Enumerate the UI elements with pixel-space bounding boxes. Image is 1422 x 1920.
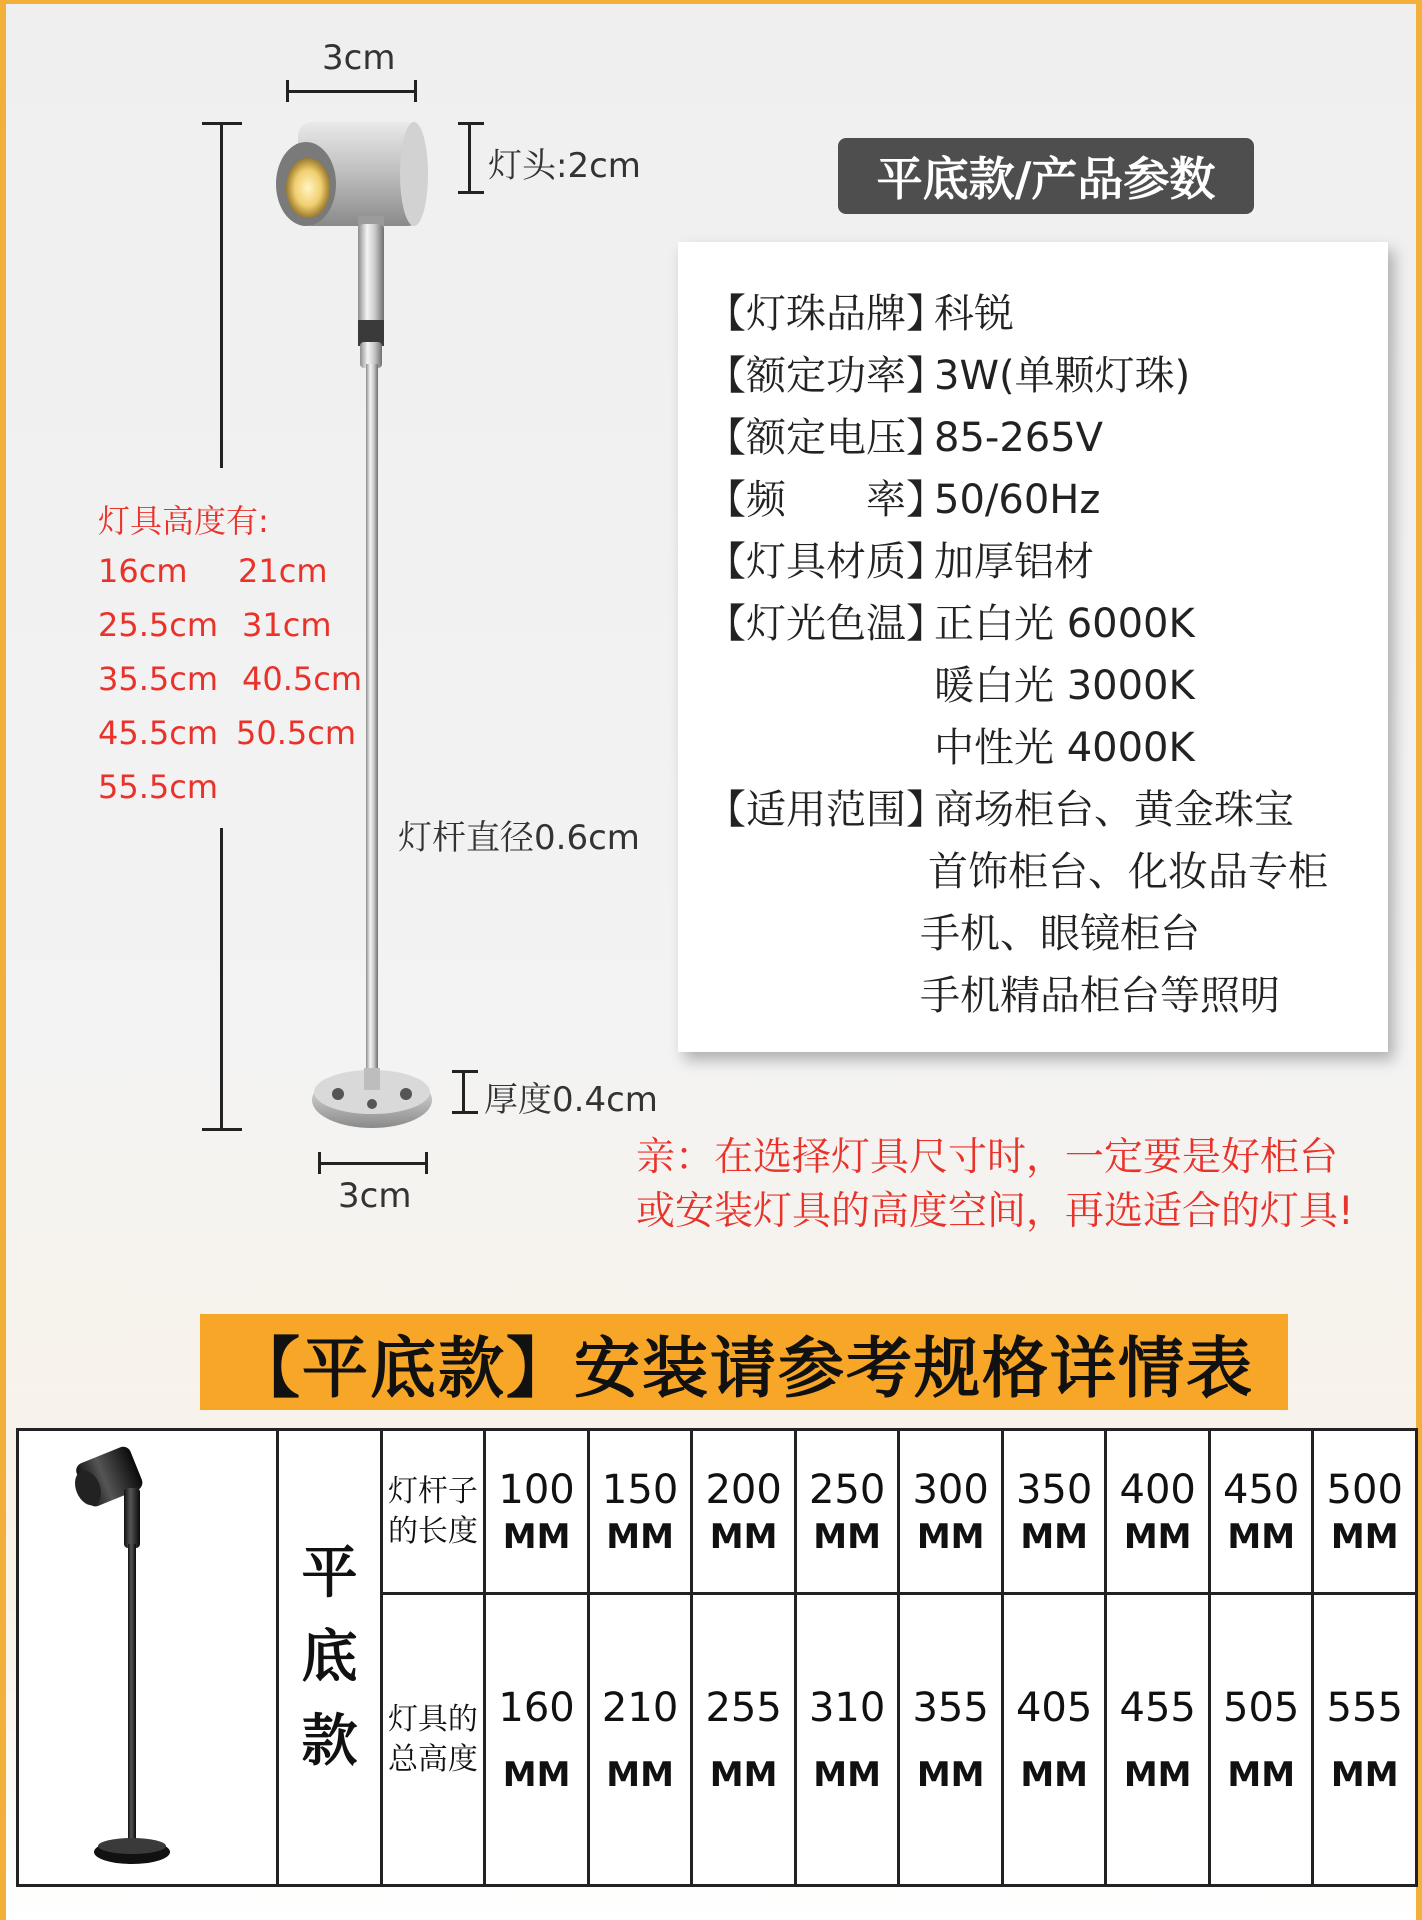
head-height-label: 灯头:2cm (488, 146, 641, 186)
dim-tick (414, 80, 417, 102)
table-row (18, 1430, 1417, 1594)
params-title: 平底款/产品参数 (838, 138, 1254, 214)
base-thickness-label: 厚度0.4cm (484, 1080, 658, 1120)
dim-tick (458, 122, 484, 125)
height-value: 40.5cm (242, 660, 363, 698)
total-height-line-top (220, 122, 223, 468)
table-cell: 455 MM (1106, 1594, 1210, 1886)
height-value: 21cm (238, 552, 328, 590)
dim-tick (202, 122, 242, 125)
total-height-line-bottom (220, 828, 223, 1130)
table-cell: 350 MM (1002, 1430, 1106, 1594)
spec-line: 手机、眼镜柜台 (920, 911, 1200, 957)
head-width-label: 3cm (322, 38, 396, 78)
base-width-label: 3cm (338, 1176, 412, 1216)
head-height-line (468, 122, 471, 194)
table-cell: 450 MM (1209, 1430, 1313, 1594)
heights-title: 灯具高度有: (98, 502, 269, 540)
spec-line: 手机精品柜台等照明 (920, 973, 1280, 1019)
dim-tick (425, 1152, 428, 1174)
spec-line: 暖白光 3000K (934, 663, 1195, 709)
height-value: 50.5cm (236, 714, 357, 752)
dim-tick (318, 1152, 321, 1174)
table-cell: 255 MM (692, 1594, 796, 1886)
dim-tick (202, 1128, 242, 1131)
table-cell: 355 MM (899, 1594, 1003, 1886)
table-cell: 500 MM (1313, 1430, 1417, 1594)
notice-line-1: 亲：在选择灯具尺寸时，一定要是好柜台 (636, 1135, 1339, 1180)
table-cell: 210 MM (588, 1594, 692, 1886)
table-cell: 405 MM (1002, 1594, 1106, 1886)
table-cell: 250 MM (795, 1430, 899, 1594)
table-cell: 200 MM (692, 1430, 796, 1594)
table-cell: 150 MM (588, 1430, 692, 1594)
dim-tick (458, 191, 484, 194)
dim-tick (452, 1111, 478, 1114)
height-value: 55.5cm (98, 768, 219, 806)
spec-row: 【频 率】50/60Hz (706, 477, 1101, 523)
table-cell: 505 MM (1209, 1594, 1313, 1886)
table-cell: 555 MM (1313, 1594, 1417, 1886)
pole-length-label-cell: 灯杆子的长度 (381, 1430, 485, 1594)
pole-diameter-label: 灯杆直径0.6cm (398, 818, 640, 858)
dim-tick (452, 1070, 478, 1073)
base-thickness-line (462, 1070, 465, 1114)
product-image-cell (18, 1430, 278, 1886)
height-value: 45.5cm (98, 714, 219, 752)
model-cell: 平底款 (278, 1430, 381, 1886)
notice-line-2: 或安装灯具的高度空间，再选适合的灯具! (636, 1189, 1354, 1234)
params-card (678, 242, 1388, 1052)
spec-line: 中性光 4000K (934, 725, 1195, 771)
spec-row: 【灯具材质】加厚铝材 (706, 539, 1094, 585)
spec-row: 【额定电压】85-265V (706, 415, 1104, 461)
spec-row: 【额定功率】3W(单颗灯珠) (706, 353, 1191, 399)
table-cell: 300 MM (899, 1430, 1003, 1594)
table-cell: 160 MM (485, 1594, 589, 1886)
spec-line: 首饰柜台、化妆品专柜 (928, 849, 1328, 895)
height-value: 31cm (242, 606, 332, 644)
spec-table (16, 1428, 1418, 1887)
table-cell: 100 MM (485, 1430, 589, 1594)
black-lamp-image (58, 1436, 238, 1876)
dim-tick (286, 80, 289, 102)
height-value: 25.5cm (98, 606, 219, 644)
head-width-line (286, 90, 416, 93)
table-cell: 400 MM (1106, 1430, 1210, 1594)
total-height-label-cell: 灯具的总高度 (381, 1594, 485, 1886)
base-width-line (318, 1162, 428, 1165)
table-cell: 310 MM (795, 1594, 899, 1886)
table-title: 【平底款】安装请参考规格详情表 (200, 1314, 1288, 1410)
spec-row: 【灯光色温】正白光 6000K (706, 601, 1195, 647)
spec-row: 【适用范围】商场柜台、黄金珠宝 (706, 787, 1294, 833)
spec-row: 【灯珠品牌】科锐 (706, 291, 1014, 337)
height-value: 35.5cm (98, 660, 219, 698)
height-value: 16cm (98, 552, 188, 590)
